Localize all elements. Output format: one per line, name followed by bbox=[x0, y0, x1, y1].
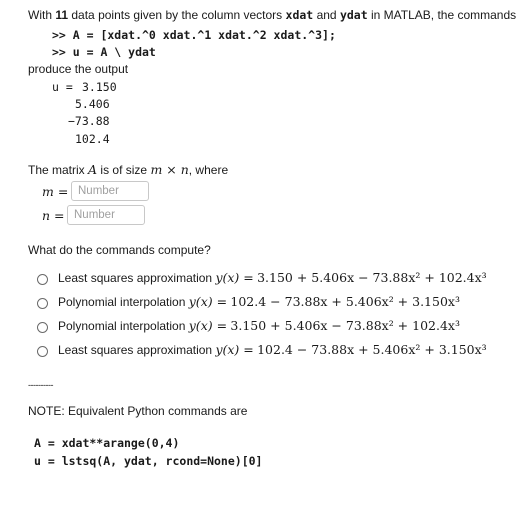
option-4-method: Least squares approximation bbox=[58, 343, 213, 357]
matrix-text-mid: is of size bbox=[100, 163, 148, 177]
intro-sentence bbox=[28, 8, 516, 22]
option-1-radio[interactable] bbox=[37, 274, 48, 285]
option-2-lhs: y(x) = bbox=[188, 294, 228, 309]
m-input[interactable] bbox=[71, 181, 149, 201]
option-2-radio[interactable] bbox=[37, 298, 48, 309]
note-text: NOTE: Equivalent Python commands are bbox=[28, 404, 248, 418]
output-value-4: 102.4 bbox=[75, 132, 110, 146]
question-text: What do the commands compute? bbox=[28, 243, 211, 257]
n-label: n = bbox=[42, 208, 65, 223]
intro-text-and: and bbox=[316, 8, 337, 22]
option-2[interactable] bbox=[58, 294, 460, 309]
var-ydat: ydat bbox=[339, 8, 368, 22]
matlab-command-1: >> A = [xdat.^0 xdat.^1 xdat.^2 xdat.^3]; bbox=[52, 28, 336, 42]
option-3-rhs: 3.150 + 5.406x − 73.88x² + 102.4x³ bbox=[230, 318, 460, 333]
separator: ---------- bbox=[28, 380, 53, 390]
option-2-method: Polynomial interpolation bbox=[58, 295, 186, 309]
option-1[interactable] bbox=[58, 270, 487, 285]
python-line-2: u = lstsq(A, ydat, rcond=None)[0] bbox=[34, 454, 263, 468]
matrix-size: m × n bbox=[150, 162, 189, 177]
m-label: m = bbox=[42, 184, 69, 199]
output-label: produce the output bbox=[28, 62, 129, 76]
var-xdat: xdat bbox=[285, 8, 314, 22]
option-3-method: Polynomial interpolation bbox=[58, 319, 186, 333]
matrix-text-before: The matrix bbox=[28, 163, 85, 177]
output-value-2: 5.406 bbox=[75, 97, 110, 111]
python-line-1: A = xdat**arange(0,4) bbox=[34, 436, 180, 450]
option-4-lhs: y(x) = bbox=[215, 342, 254, 357]
option-4-radio[interactable] bbox=[37, 346, 48, 357]
output-var: u = bbox=[52, 80, 73, 94]
n-input[interactable] bbox=[67, 205, 145, 225]
matrix-symbol: A bbox=[88, 162, 98, 177]
matlab-command-2: >> u = A \ ydat bbox=[52, 45, 156, 59]
intro-text-mid: data points given by the column vectors bbox=[71, 8, 283, 22]
intro-text-after: in MATLAB, the commands bbox=[370, 8, 516, 22]
option-3-lhs: y(x) = bbox=[188, 318, 228, 333]
option-1-lhs: y(x) = bbox=[215, 270, 254, 285]
intro-text-before: With bbox=[28, 8, 52, 22]
matrix-text-after: , where bbox=[188, 163, 229, 177]
option-4-rhs: 102.4 − 73.88x + 5.406x² + 3.150x³ bbox=[257, 342, 487, 357]
option-3-radio[interactable] bbox=[37, 322, 48, 333]
option-4[interactable] bbox=[58, 342, 487, 357]
option-3[interactable] bbox=[58, 318, 460, 333]
option-1-rhs: 3.150 + 5.406x − 73.88x² + 102.4x³ bbox=[257, 270, 487, 285]
matrix-sentence bbox=[28, 162, 228, 177]
option-1-method: Least squares approximation bbox=[58, 271, 213, 285]
option-2-rhs: 102.4 − 73.88x + 5.406x² + 3.150x³ bbox=[230, 294, 460, 309]
output-value-1: 3.150 bbox=[82, 80, 117, 94]
output-value-3: −73.88 bbox=[68, 114, 110, 128]
data-point-count: 11 bbox=[55, 8, 69, 22]
